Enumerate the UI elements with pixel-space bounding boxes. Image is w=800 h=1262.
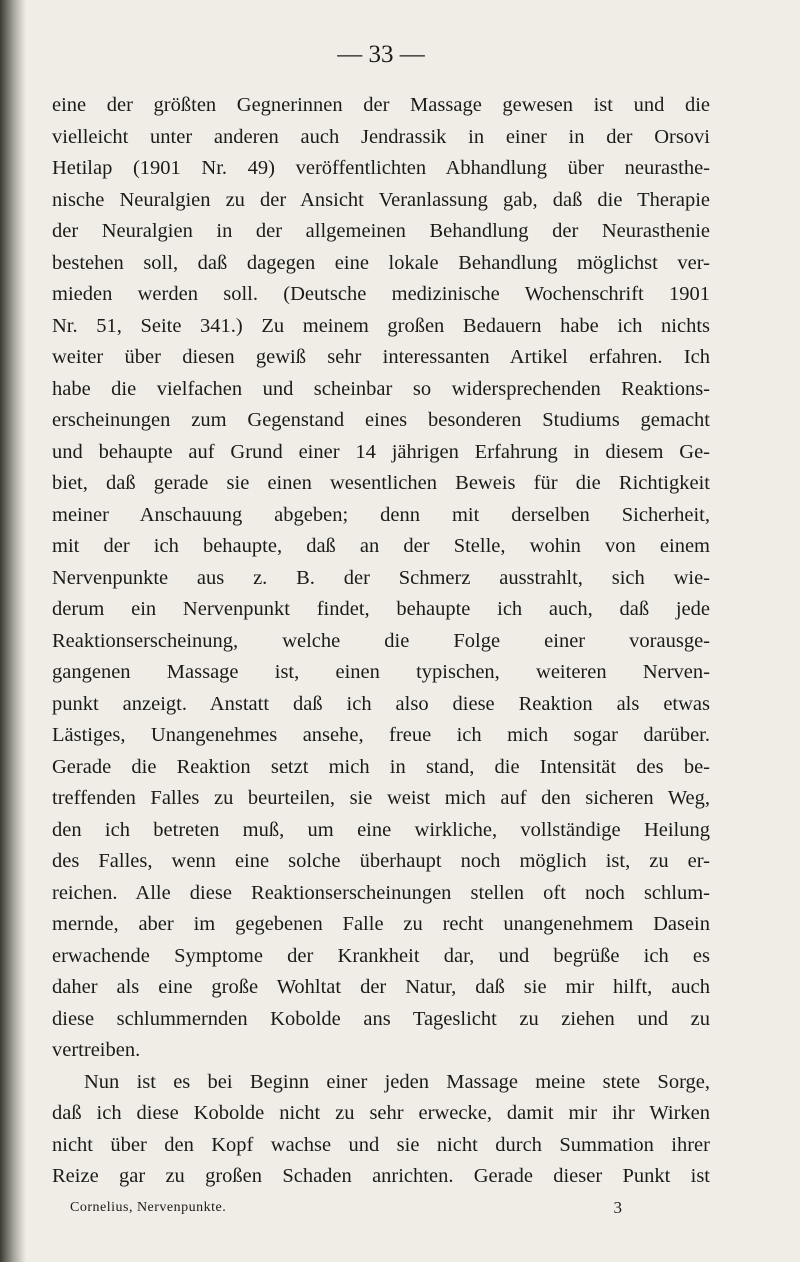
page-number: — 33 — [337,41,425,68]
text-line: nicht über den Kopf wachse und sie nicht durch Summation ihrer [52,1133,710,1156]
text-line: den ich betreten muß, um eine wirkliche, vollständige Heilung [52,818,710,841]
text-line: Hetilap (1901 Nr. 49) veröffentlichten Abhandlung über neurasthe- [52,157,710,179]
text-line: erscheinungen zum Gegenstand eines besonderen Studiums gemacht [52,409,710,431]
printer-signature: Cornelius, Nervenpunkte. [70,1199,227,1215]
text-line: Reize gar zu großen Schaden anrichten. Gerade dieser Punkt ist [52,1165,710,1187]
text-line: Lästiges, Unangenehmes ansehe, freue ich mich sogar darüber. [52,724,710,746]
text-line: meiner Anschauung abgeben; denn mit derselben Sicherheit, [52,503,710,526]
text-line: bestehen soll, daß dagegen eine lokale Behandlung möglichst ver- [52,251,710,274]
text-line: habe die vielfachen und scheinbar so widersprechenden Reaktions- [52,377,710,400]
book-page [52,40,710,1221]
text-line: eine der größten Gegnerinnen der Massage gewesen ist und die [52,94,710,116]
body-text [52,90,710,1193]
text-line: diese schlummernden Kobolde ans Tageslicht zu ziehen und zu [52,1007,710,1030]
text-line: und behaupte auf Grund einer 14 jährigen Erfahrung in diesem Ge- [52,440,710,463]
signature-number: 3 [613,1197,622,1217]
text-line: mernde, aber im gegebenen Falle zu recht unangenehmem Dasein [52,913,710,935]
page-footer [52,1195,710,1221]
text-line: Gerade die Reaktion setzt mich in stand, die Intensität des be- [52,755,710,778]
text-line: punkt anzeigt. Anstatt daß ich also diese Reaktion als etwas [52,692,710,715]
text-line: Nr. 51, Seite 341.) Zu meinem großen Bedauern habe ich nichts [52,314,710,337]
text-line: vielleicht unter anderen auch Jendrassik in einer in der Orsovi [52,125,710,148]
text-line: Nun ist es bei Beginn einer jeden Massage meine stete Sorge, [84,1070,710,1093]
text-line: mit der ich behaupte, daß an der Stelle, wohin von einem [52,535,710,557]
text-line: der Neuralgien in der allgemeinen Behandlung der Neurasthenie [52,220,710,242]
text-line: daß ich diese Kobolde nicht zu sehr erwecke, damit mir ihr Wirken [52,1102,710,1124]
text-line: Reaktionserscheinung, welche die Folge einer vorausge- [52,629,710,652]
text-line: gangenen Massage ist, einen typischen, weiteren Nerven- [52,661,710,683]
text-line: des Falles, wenn eine solche überhaupt noch möglich ist, zu er- [52,850,710,872]
text-line: erwachende Symptome der Krankheit dar, und begrüße ich es [52,944,710,967]
text-line: mieden werden soll. (Deutsche medizinische Wochenschrift 1901 [52,283,710,305]
text-line: nische Neuralgien zu der Ansicht Veranlassung gab, daß die Therapie [52,188,710,211]
text-line: Nervenpunkte aus z. B. der Schmerz ausstrahlt, sich wie- [52,566,710,589]
text-line: derum ein Nervenpunkt findet, behaupte ich auch, daß jede [52,598,710,620]
text-line: treffenden Falles zu beurteilen, sie weist mich auf den sicheren Weg, [52,787,710,809]
book-spine-shadow [0,0,26,1262]
text-line: reichen. Alle diese Reaktionserscheinungen stellen oft noch schlum- [52,881,710,904]
text-line: biet, daß gerade sie einen wesentlichen Beweis für die Richtigkeit [52,472,710,494]
text-line: weiter über diesen gewiß sehr interessanten Artikel erfahren. Ich [52,346,710,368]
text-line: vertreiben. [52,1039,141,1061]
text-line: daher als eine große Wohltat der Natur, daß sie mir hilft, auch [52,976,710,998]
